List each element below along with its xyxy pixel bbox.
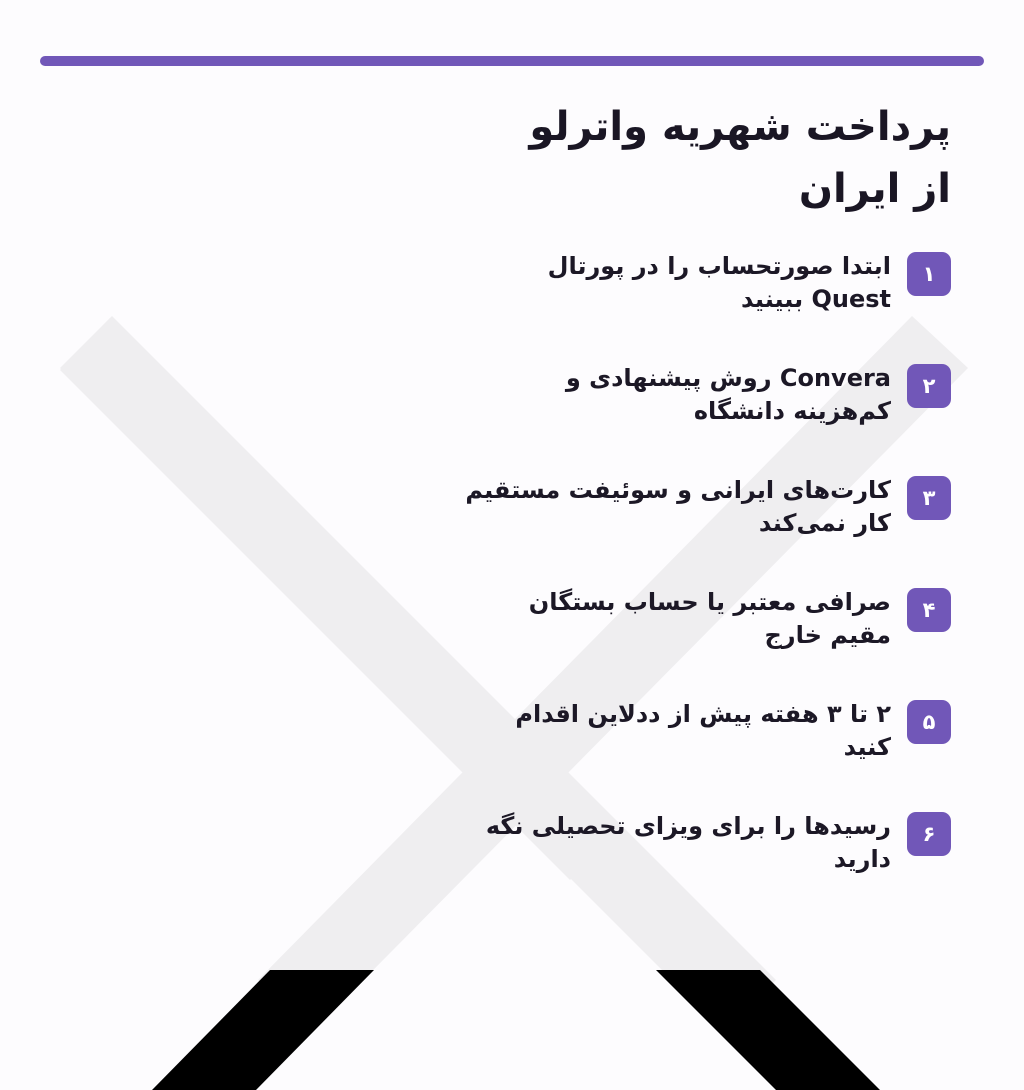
step-number-badge: ۱ <box>907 252 951 296</box>
x-mark-dark-left <box>152 970 374 1090</box>
list-item <box>411 250 951 362</box>
step-text: ابتدا صورتحساب را در پورتال Quest ببینید <box>547 252 891 313</box>
main-content <box>411 96 951 922</box>
list-item <box>411 586 951 698</box>
page-title: پرداخت شهریه واترلو از ایران <box>529 104 951 212</box>
list-item <box>411 698 951 810</box>
step-text: ۲ تا ۳ هفته پیش از ددلاین اقدام کنید <box>515 700 891 761</box>
step-number-badge: ۳ <box>907 476 951 520</box>
list-item <box>411 474 951 586</box>
x-mark-dark-right <box>656 970 880 1090</box>
step-text: رسیدها را برای ویزای تحصیلی نگه دارید <box>485 812 891 873</box>
step-text: کارت‌های ایرانی و سوئیفت مستقیم کار نمی‌کند <box>465 476 891 537</box>
step-number-badge: ۶ <box>907 812 951 856</box>
list-item <box>411 810 951 922</box>
step-number-badge: ۴ <box>907 588 951 632</box>
step-text: صرافی معتبر یا حساب بستگان مقیم خارج <box>528 588 891 649</box>
step-text: Convera روش پیشنهادی و کم‌هزینه دانشگاه <box>565 364 891 425</box>
list-item <box>411 362 951 474</box>
accent-top-bar <box>40 56 984 66</box>
steps-list <box>411 250 951 922</box>
step-number-badge: ۵ <box>907 700 951 744</box>
step-number-badge: ۲ <box>907 364 951 408</box>
